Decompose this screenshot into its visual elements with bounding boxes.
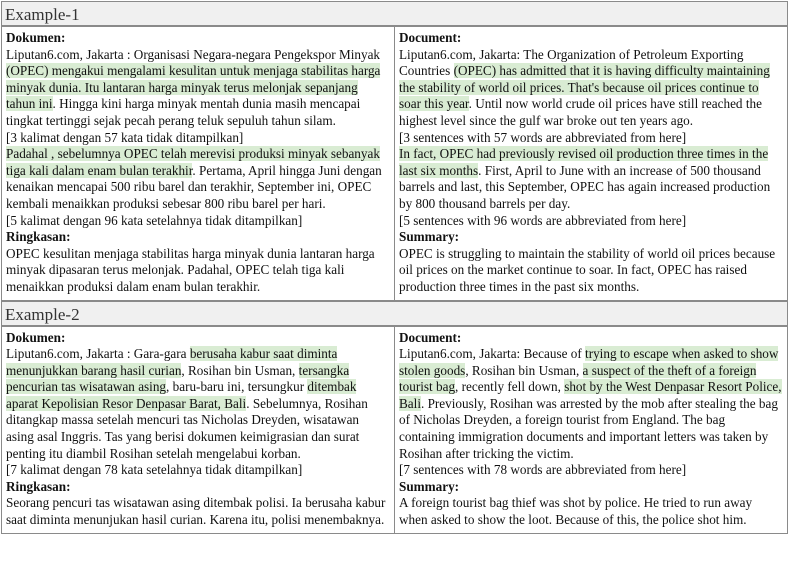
summary-label: Ringkasan: xyxy=(6,478,71,494)
highlighted-sentence: a suspect of the theft of a foreign tourist bag xyxy=(399,362,757,395)
plain-text: [5 sentences with 96 words are abbreviated from here] xyxy=(399,212,687,228)
highlighted-sentence: ditembak aparat Kepolisian Resor Denpasar Barat, Bali xyxy=(6,379,357,411)
plain-text: , Rosihan bin Usman, xyxy=(465,362,583,378)
plain-text: . Until now world crude oil prices have still reached the highest level since the gulf war broke out ten years ago. xyxy=(399,96,762,128)
example-2-header: Example-2 xyxy=(1,301,788,326)
highlighted-sentence: Padahal , sebelumnya OPEC telah merevisi produksi minyak sebanyak tiga kali dalam enam bulan terakhir xyxy=(6,146,380,178)
highlighted-sentence: trying to escape when asked to show stolen goods xyxy=(399,346,779,378)
highlighted-sentence: berusaha kabur saat diminta menunjukkan barang hasil curian xyxy=(6,346,338,378)
document-paragraph-3 xyxy=(6,146,390,212)
document-label: Dokumen: xyxy=(6,329,66,345)
example-2-table xyxy=(1,326,788,534)
plain-text: [3 sentences with 57 words are abbreviated from here] xyxy=(399,129,687,145)
highlighted-sentence: shot by the West Denpasar Resort Police, Bali xyxy=(399,379,782,411)
examples-figure xyxy=(1,1,788,534)
example-2-indonesian-cell xyxy=(2,326,395,533)
summary-text: A foreign tourist bag thief was shot by police. He tried to run away when asked to show the loot. Because of this, the police shot him. xyxy=(399,495,753,528)
plain-text: , baru-baru ini, tersungkur xyxy=(166,379,308,395)
summary-label: Summary: xyxy=(399,229,460,245)
highlighted-sentence: (OPEC) mengakui mengalami kesulitan untuk menjaga stabilitas harga minyak dunia. Itu lantaran harga minyak terus melonjak sepanjang tahun ini xyxy=(6,63,381,112)
plain-text: , recently fell down, xyxy=(455,379,565,395)
plain-text: . Previously, Rosihan was arrested by the mob after stealing the bag of Nicholas Dreyden, a foreign tourist from England. The bag containing immigration documents and important letters was taken by Rosihan after tricking the victim. xyxy=(399,395,778,461)
summary-label: Summary: xyxy=(399,478,460,494)
plain-text: Liputan6.com, Jakarta : Organisasi Negara-negara Pengekspor Minyak xyxy=(6,46,381,62)
summary-text: OPEC is struggling to maintain the stability of world oil prices because oil prices on the market continue to soar. In fact, OPEC has raised production three times in the past six months. xyxy=(399,245,776,294)
plain-text: Liputan6.com, Jakarta: The Organization of Petroleum Exporting Countries xyxy=(399,46,744,79)
document-paragraph-4 xyxy=(6,213,390,230)
document-label: Dokumen: xyxy=(6,30,66,45)
document-paragraph-2 xyxy=(399,462,783,479)
example-1-header: Example-1 xyxy=(1,1,788,26)
document-paragraph-1 xyxy=(6,47,390,130)
document-label: Document: xyxy=(399,30,462,45)
plain-text: [7 kalimat dengan 78 kata setelahnya tidak ditampilkan] xyxy=(6,462,303,478)
example-2-english-cell xyxy=(395,326,788,533)
document-paragraph-1 xyxy=(6,346,390,462)
document-paragraph-2 xyxy=(399,130,783,147)
highlighted-sentence: (OPEC) has admitted that it is having difficulty maintaining the stability of world oil prices. That's because oil prices continue to soar this year xyxy=(399,63,770,112)
plain-text: , Rosihan bin Usman, xyxy=(181,362,299,378)
plain-text: [7 sentences with 78 words are abbreviated from here] xyxy=(399,462,687,478)
document-paragraph-4 xyxy=(399,213,783,230)
highlighted-sentence: In fact, OPEC had previously revised oil production three times in the last six months xyxy=(399,146,769,178)
highlighted-sentence: tersangka pencurian tas wisatawan asing xyxy=(6,362,350,395)
plain-text: . Hingga kini harga minyak mentah dunia masih mencapai tingkat tertinggi sejak pecah perang teluk sepuluh tahun silam. xyxy=(6,96,361,128)
summary-text: OPEC kesulitan menjaga stabilitas harga minyak dunia lantaran harga minyak dipasaran terus melonjak. Padahal, OPEC telah tiga kali menaikkan produksi dalam enam bulan terakhir. xyxy=(6,245,375,294)
plain-text: [3 kalimat dengan 57 kata tidak ditampilkan] xyxy=(6,129,244,145)
example-1-english-cell xyxy=(395,27,788,301)
document-label: Document: xyxy=(399,329,462,345)
summary-label: Ringkasan: xyxy=(6,229,71,245)
example-1-table xyxy=(1,26,788,301)
plain-text: Liputan6.com, Jakarta: Because of xyxy=(399,346,586,362)
example-1-indonesian-cell xyxy=(2,27,395,301)
plain-text: . Pertama, April hingga Juni dengan kenaikan mencapai 500 ribu barel dan terakhir, September ini, OPEC kembali menaikkan produksi sebesar 800 ribu barel per hari. xyxy=(6,162,382,211)
plain-text: . First, April to June with an increase of 500 thousand barrels and last, this September, OPEC has again increased production by 800 thousand barrels per day. xyxy=(399,162,771,211)
document-paragraph-1 xyxy=(399,47,783,130)
document-paragraph-3 xyxy=(399,146,783,212)
document-paragraph-2 xyxy=(6,130,390,147)
plain-text: [5 kalimat dengan 96 kata setelahnya tidak ditampilkan] xyxy=(6,212,303,228)
summary-text: Seorang pencuri tas wisatawan asing ditembak polisi. Ia berusaha kabur saat diminta menunjukan hasil curian. Karena itu, polisi menembaknya. xyxy=(6,495,386,528)
document-paragraph-2 xyxy=(6,462,390,479)
plain-text: Liputan6.com, Jakarta : Gara-gara xyxy=(6,346,190,362)
plain-text: . Sebelumnya, Rosihan ditangkap massa setelah mencuri tas Nicholas Dreyden, wisatawan asing asal Inggris. Tas yang berisi dokumen keimigrasian dan surat penting itu diambil Rosihan setelah mengelabui korban. xyxy=(6,395,368,461)
document-paragraph-1 xyxy=(399,346,783,462)
